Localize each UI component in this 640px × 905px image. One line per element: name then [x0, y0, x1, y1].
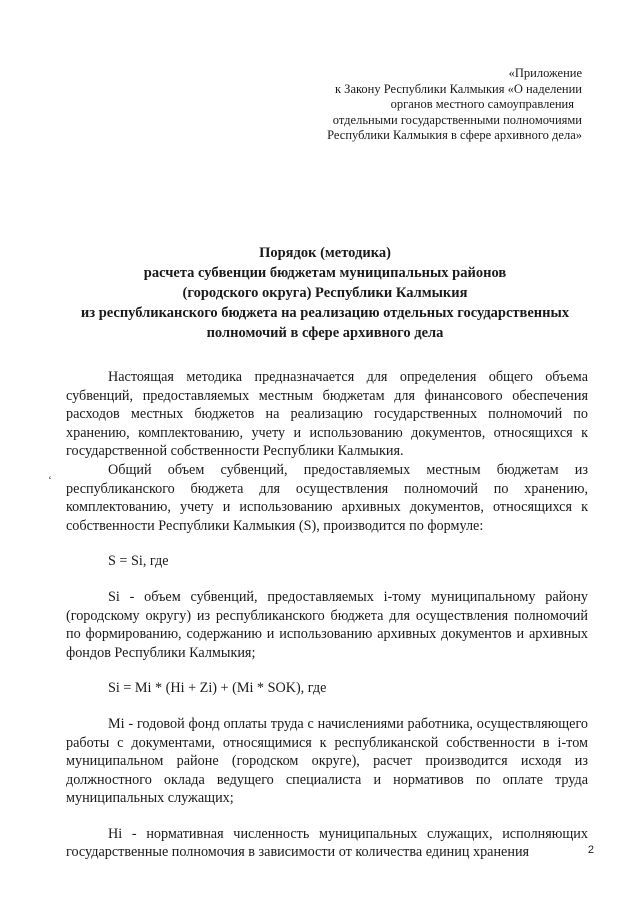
formula-total: S = Si, где	[108, 553, 169, 570]
title-line: Порядок (методика)	[259, 245, 391, 261]
appendix-line: органов местного самоуправления	[390, 97, 574, 112]
appendix-line: «Приложение	[508, 66, 582, 80]
appendix-header	[327, 66, 582, 144]
title-line: расчета субвенции бюджетам муниципальных районов	[143, 265, 507, 281]
formula-si: Si = Mi * (Hi + Zi) + (Mi * SOK), где	[108, 680, 327, 697]
paragraph-total-volume: Общий объем субвенций, предоставляемых местным бюджетам из республиканского бюджета для осуществления полномочий по хранению, комплектованию, учету и использованию архивных документов, относящихся к собственности Республики Калмыкия (S), производится по формуле:	[66, 461, 588, 534]
title-line: из республиканского бюджета на реализацию отдельных государственных	[80, 305, 570, 321]
appendix-line: Республики Калмыкия в сфере архивного дела»	[327, 128, 582, 143]
document-title	[60, 243, 590, 343]
document-body	[66, 368, 588, 862]
margin-mark: ‘	[48, 473, 52, 487]
definition-mi: Mi - годовой фонд оплаты труда с начислениями работника, осуществляющего работы с документами, относящимися к республиканской собственности в i-том муниципальном районе (городском округе), расчет производится исходя из должностного оклада ведущего специалиста и нормативов по оплате труда муниципальных служащих;	[66, 715, 588, 807]
appendix-line: отдельными государственными полномочиями	[332, 112, 582, 127]
title-line: полномочий в сфере архивного дела	[206, 325, 444, 341]
paragraph-intro: Настоящая методика предназначается для определения общего объема субвенций, предоставляемых местным бюджетам для финансового обеспечения расходов местных бюджетов на реализацию государственных полномочий по хранению, комплектованию, учету и использованию документов, относящихся к государственной собственности Республики Калмыкия.	[66, 369, 588, 460]
definition-hi: Hi - нормативная численность муниципальных служащих, исполняющих государственные полномочия в зависимости от количества единиц хранения	[66, 825, 588, 861]
appendix-line: к Закону Республики Калмыкия «О наделении	[334, 81, 582, 96]
page-number: 2	[587, 844, 594, 856]
definition-si: Si - объем субвенций, предоставляемых i-тому муниципальному району (городскому округу) из республиканского бюджета для осуществления полномочий по формированию, содержанию и использованию архивных документов и архивных фондов Республики Калмыкия;	[66, 588, 588, 661]
title-line: (городского округа) Республики Калмыкия	[182, 285, 468, 301]
